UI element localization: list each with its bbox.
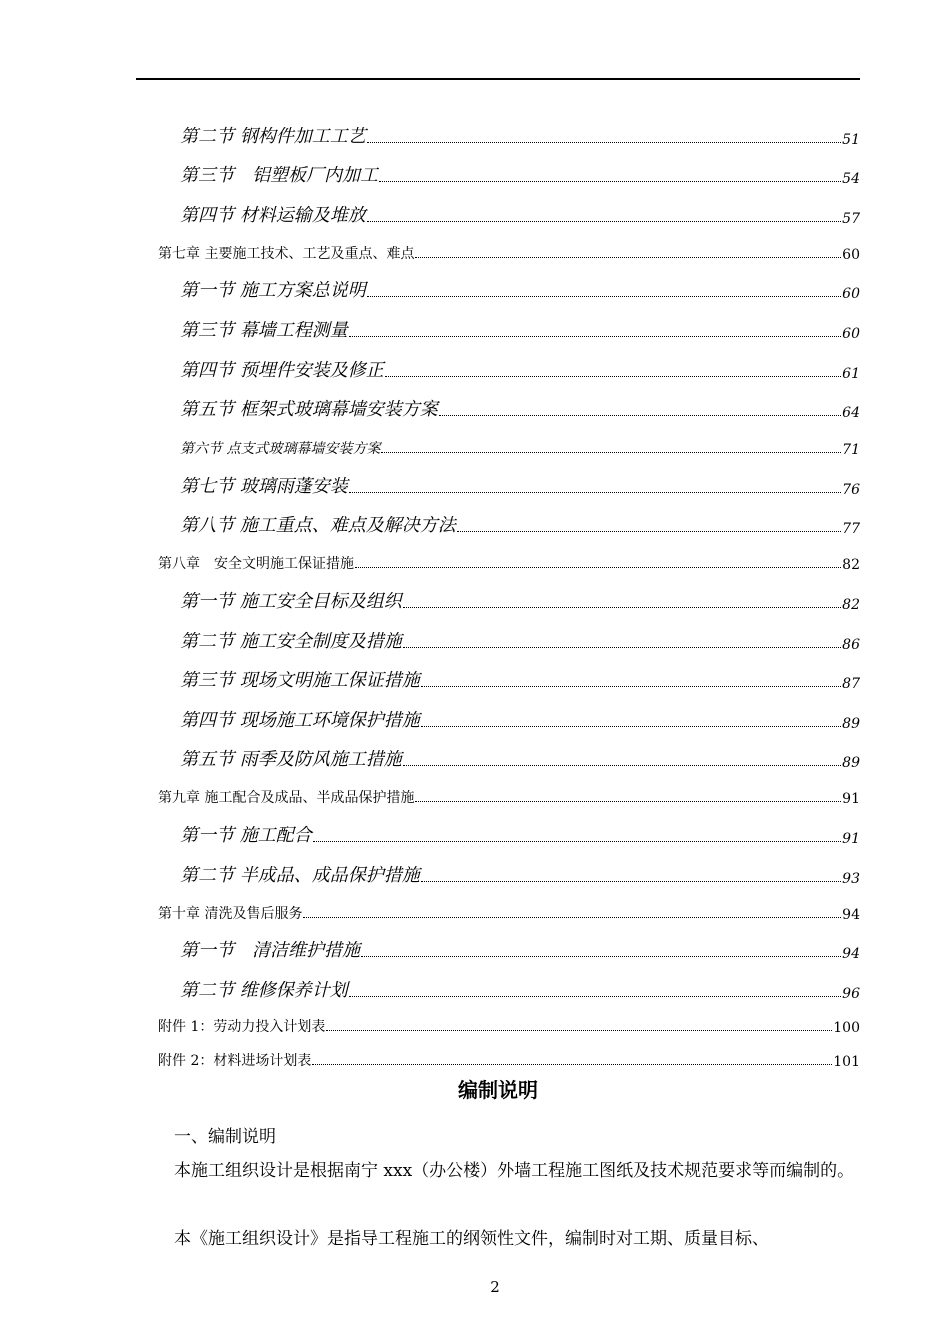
toc-entry-label: 第一节 施工安全目标及组织: [180, 590, 402, 612]
header-rule: [136, 78, 860, 80]
toc-entry-label: 第九章 施工配合及成品、半成品保护措施: [158, 790, 415, 807]
toc-dot-leader: [367, 296, 841, 297]
toc-dot-leader: [385, 376, 841, 377]
toc-entry[interactable]: [136, 498, 860, 538]
toc-entry-label: 第八节 施工重点、难点及解决方法: [180, 515, 456, 537]
toc-dot-leader: [303, 917, 841, 918]
toc-entry-label: 第七章 主要施工技术、工艺及重点、难点: [158, 245, 415, 262]
toc-entry-label: 第二节 半成品、成品保护措施: [180, 864, 420, 886]
toc-entry-page: 57: [842, 210, 860, 227]
toc-entry-label: 第六节 点支式玻璃幕墙安装方案: [180, 441, 381, 458]
toc-entry-label: 第四节 现场施工环境保护措施: [180, 709, 420, 731]
toc-dot-leader: [421, 881, 841, 882]
toc-entry-label: 第七节 玻璃雨蓬安装: [180, 475, 348, 497]
toc-entry-page: 87: [842, 676, 860, 693]
toc-entry-page: 61: [842, 365, 860, 382]
toc-entry-page: 64: [842, 405, 860, 422]
paragraph-body-2: 本《施工组织设计》是指导工程施工的纲领性文件，编制时对工期、质量目标、: [174, 1229, 769, 1249]
toc-dot-leader: [312, 1064, 832, 1065]
toc-dot-leader: [361, 956, 841, 957]
toc-entry-label: 第三节 现场文明施工保证措施: [180, 670, 420, 692]
toc-dot-leader: [403, 607, 841, 608]
toc-entry[interactable]: [136, 653, 860, 693]
toc-entry[interactable]: [136, 732, 860, 772]
toc-entry-page: 101: [833, 1053, 860, 1070]
toc-entry-page: 82: [842, 557, 860, 574]
toc-entry[interactable]: [136, 962, 860, 1002]
toc-entry-page: 71: [842, 442, 860, 459]
toc-dot-leader: [421, 726, 841, 727]
toc-entry[interactable]: [136, 421, 860, 458]
toc-entry-label: 附件 1：劳动力投入计划表: [158, 1018, 326, 1035]
toc-dot-leader: [349, 336, 841, 337]
toc-entry-page: 100: [833, 1019, 860, 1036]
toc-entry[interactable]: [136, 227, 860, 263]
toc-entry[interactable]: [136, 537, 860, 573]
toc-dot-leader: [349, 492, 841, 493]
section-heading: 编制说明: [458, 1078, 538, 1102]
toc-dot-leader: [313, 841, 841, 842]
toc-dot-leader: [367, 221, 841, 222]
toc-entry-label: 第三节 幕墙工程测量: [180, 319, 348, 341]
toc-entry[interactable]: [136, 771, 860, 807]
table-of-contents: [136, 108, 860, 1070]
toc-entry-label: 第五节 框架式玻璃幕墙安装方案: [180, 399, 438, 421]
toc-entry[interactable]: [136, 613, 860, 653]
toc-dot-leader: [439, 415, 841, 416]
toc-entry-label: 第五节 雨季及防风施工措施: [180, 749, 402, 771]
toc-entry[interactable]: [136, 108, 860, 148]
toc-dot-leader: [421, 686, 841, 687]
toc-entry-page: 54: [842, 171, 860, 188]
toc-entry-label: 第三节 铝塑板厂内加工: [180, 165, 378, 187]
toc-entry-label: 第二节 钢构件加工工艺: [180, 125, 366, 147]
toc-dot-leader: [349, 996, 841, 997]
toc-entry-label: 第一节 施工方案总说明: [180, 280, 366, 302]
toc-entry[interactable]: [136, 187, 860, 227]
toc-entry-label: 第二节 维修保养计划: [180, 979, 348, 1001]
toc-entry[interactable]: [136, 1036, 860, 1070]
toc-dot-leader: [403, 647, 841, 648]
toc-entry[interactable]: [136, 382, 860, 422]
toc-entry-page: 94: [842, 946, 860, 963]
toc-dot-leader: [355, 567, 841, 568]
toc-entry[interactable]: [136, 807, 860, 847]
toc-entry[interactable]: [136, 1002, 860, 1036]
toc-entry-page: 86: [842, 636, 860, 653]
toc-entry[interactable]: [136, 847, 860, 887]
toc-entry-label: 第八章 安全文明施工保证措施: [158, 556, 354, 573]
toc-entry-page: 82: [842, 596, 860, 613]
toc-entry-page: 60: [842, 325, 860, 342]
toc-entry-label: 第四节 材料运输及堆放: [180, 204, 366, 226]
toc-entry-page: 91: [842, 791, 860, 808]
toc-dot-leader: [457, 531, 841, 532]
toc-entry-label: 第二节 施工安全制度及措施: [180, 630, 402, 652]
toc-entry-page: 91: [842, 830, 860, 847]
toc-entry-page: 89: [842, 715, 860, 732]
toc-dot-leader: [381, 452, 841, 453]
toc-entry-label: 第一节 施工配合: [180, 824, 312, 846]
toc-dot-leader: [326, 1030, 832, 1031]
toc-dot-leader: [415, 257, 841, 258]
page-number: 2: [490, 1278, 500, 1296]
toc-entry-page: 96: [842, 985, 860, 1002]
toc-entry[interactable]: [136, 302, 860, 342]
toc-entry-page: 76: [842, 481, 860, 498]
toc-entry-page: 60: [842, 286, 860, 303]
toc-entry-label: 第十章 清洗及售后服务: [158, 905, 303, 922]
toc-entry-page: 89: [842, 755, 860, 772]
toc-entry-label: 第一节 清洁维护措施: [180, 940, 360, 962]
toc-entry-page: 77: [842, 521, 860, 538]
toc-entry[interactable]: [136, 458, 860, 498]
toc-entry[interactable]: [136, 692, 860, 732]
toc-dot-leader: [379, 181, 841, 182]
toc-entry[interactable]: [136, 573, 860, 613]
toc-entry-label: 第四节 预埋件安装及修正: [180, 359, 384, 381]
paragraph-body-1: 本施工组织设计是根据南宁 xxx（办公楼）外墙工程施工图纸及技术规范要求等而编制的。: [174, 1161, 855, 1181]
toc-entry[interactable]: [136, 342, 860, 382]
toc-entry[interactable]: [136, 263, 860, 303]
toc-entry[interactable]: [136, 887, 860, 923]
toc-entry-page: 51: [842, 131, 860, 148]
toc-dot-leader: [415, 801, 841, 802]
toc-entry[interactable]: [136, 148, 860, 188]
toc-entry-page: 94: [842, 906, 860, 923]
toc-entry-page: 60: [842, 246, 860, 263]
paragraph-subtitle: 一、编制说明: [174, 1127, 276, 1147]
toc-dot-leader: [403, 765, 841, 766]
toc-entry-label: 附件 2：材料进场计划表: [158, 1052, 312, 1069]
toc-dot-leader: [367, 142, 841, 143]
toc-entry-page: 93: [842, 870, 860, 887]
toc-entry[interactable]: [136, 923, 860, 963]
